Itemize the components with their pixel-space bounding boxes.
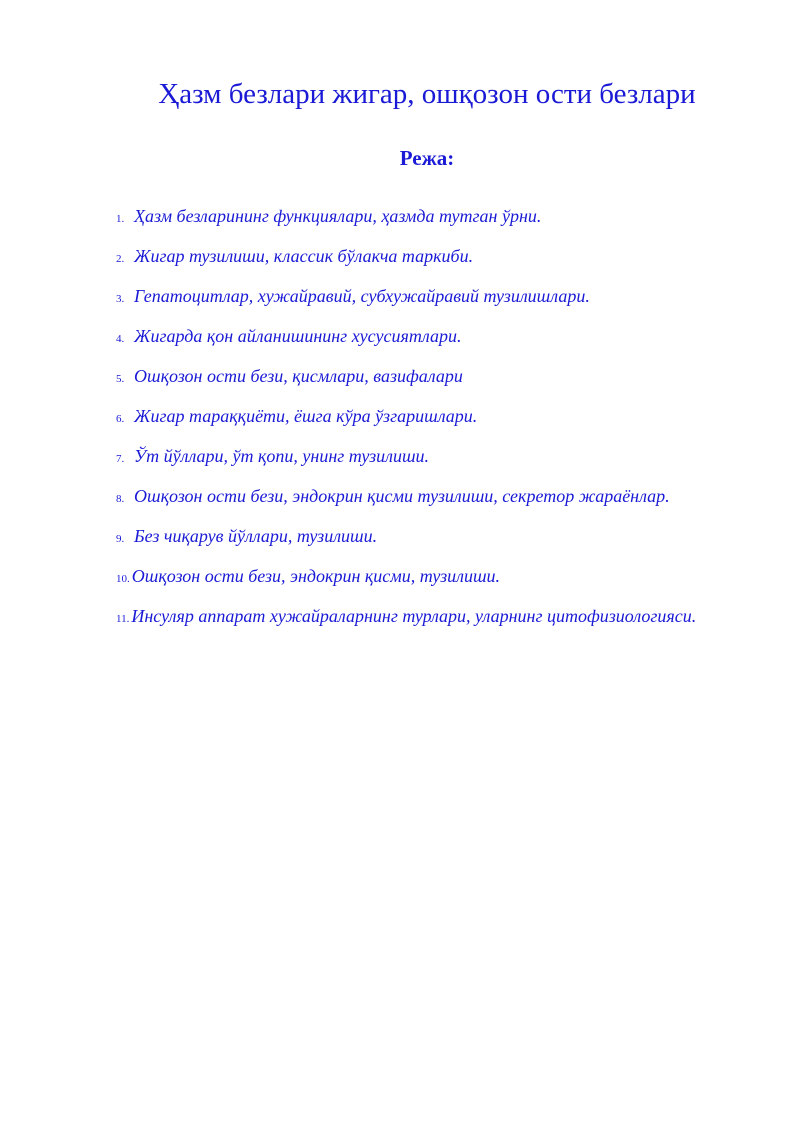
item-text: Ошқозон ости бези, эндокрин қисми тузилиши, секретор жараёнлар.	[134, 486, 670, 506]
plan-item	[116, 198, 742, 238]
plan-list	[116, 198, 742, 638]
plan-heading: Режа:	[399, 146, 455, 170]
item-text: Жигарда қон айланишининг хусусиятлари.	[134, 326, 462, 346]
plan-item	[116, 598, 742, 638]
plan-item	[116, 358, 742, 398]
item-number: 9.	[116, 533, 125, 545]
plan-item	[116, 238, 742, 278]
item-number: 2.	[116, 253, 125, 265]
item-number: 4.	[116, 333, 125, 345]
item-number: 8.	[116, 493, 125, 505]
item-text: Жигар тараққиёти, ёшга кўра ўзгаришлари.	[134, 406, 478, 426]
item-number: 3.	[116, 293, 125, 305]
item-number: 10.	[116, 573, 130, 585]
item-text: Без чиқарув йўллари, тузилиши.	[134, 526, 378, 546]
plan-item	[116, 478, 742, 518]
item-number: 7.	[116, 453, 125, 465]
item-text: Ошқозон ости бези, қисмлари, вазифалари	[134, 366, 463, 386]
item-number: 1.	[116, 213, 125, 225]
item-text: Инсуляр аппарат хужайраларнинг турлари, уларнинг цитофизиологияси.	[131, 606, 697, 626]
plan-item	[116, 518, 742, 558]
item-text: Жигар тузилиши, классик бўлакча таркиби.	[134, 246, 474, 266]
plan-item	[116, 438, 742, 478]
item-text: Ҳазм безларининг функциялари, ҳазмда тутган ўрни.	[134, 206, 542, 226]
plan-item	[116, 398, 742, 438]
plan-item	[116, 278, 742, 318]
item-number: 6.	[116, 413, 125, 425]
plan-item	[116, 318, 742, 358]
item-text: Ўт йўллари, ўт қопи, унинг тузилиши.	[134, 446, 430, 466]
page-title: Ҳазм безлари жигар, ошқозон ости безлари	[158, 78, 696, 110]
plan-item	[116, 558, 742, 598]
item-text: Ошқозон ости бези, эндокрин қисми, тузилиши.	[131, 566, 501, 586]
item-number: 11.	[116, 613, 130, 625]
item-text: Гепатоцитлар, хужайравий, субхужайравий тузилишлари.	[134, 286, 590, 306]
item-number: 5.	[116, 373, 125, 385]
